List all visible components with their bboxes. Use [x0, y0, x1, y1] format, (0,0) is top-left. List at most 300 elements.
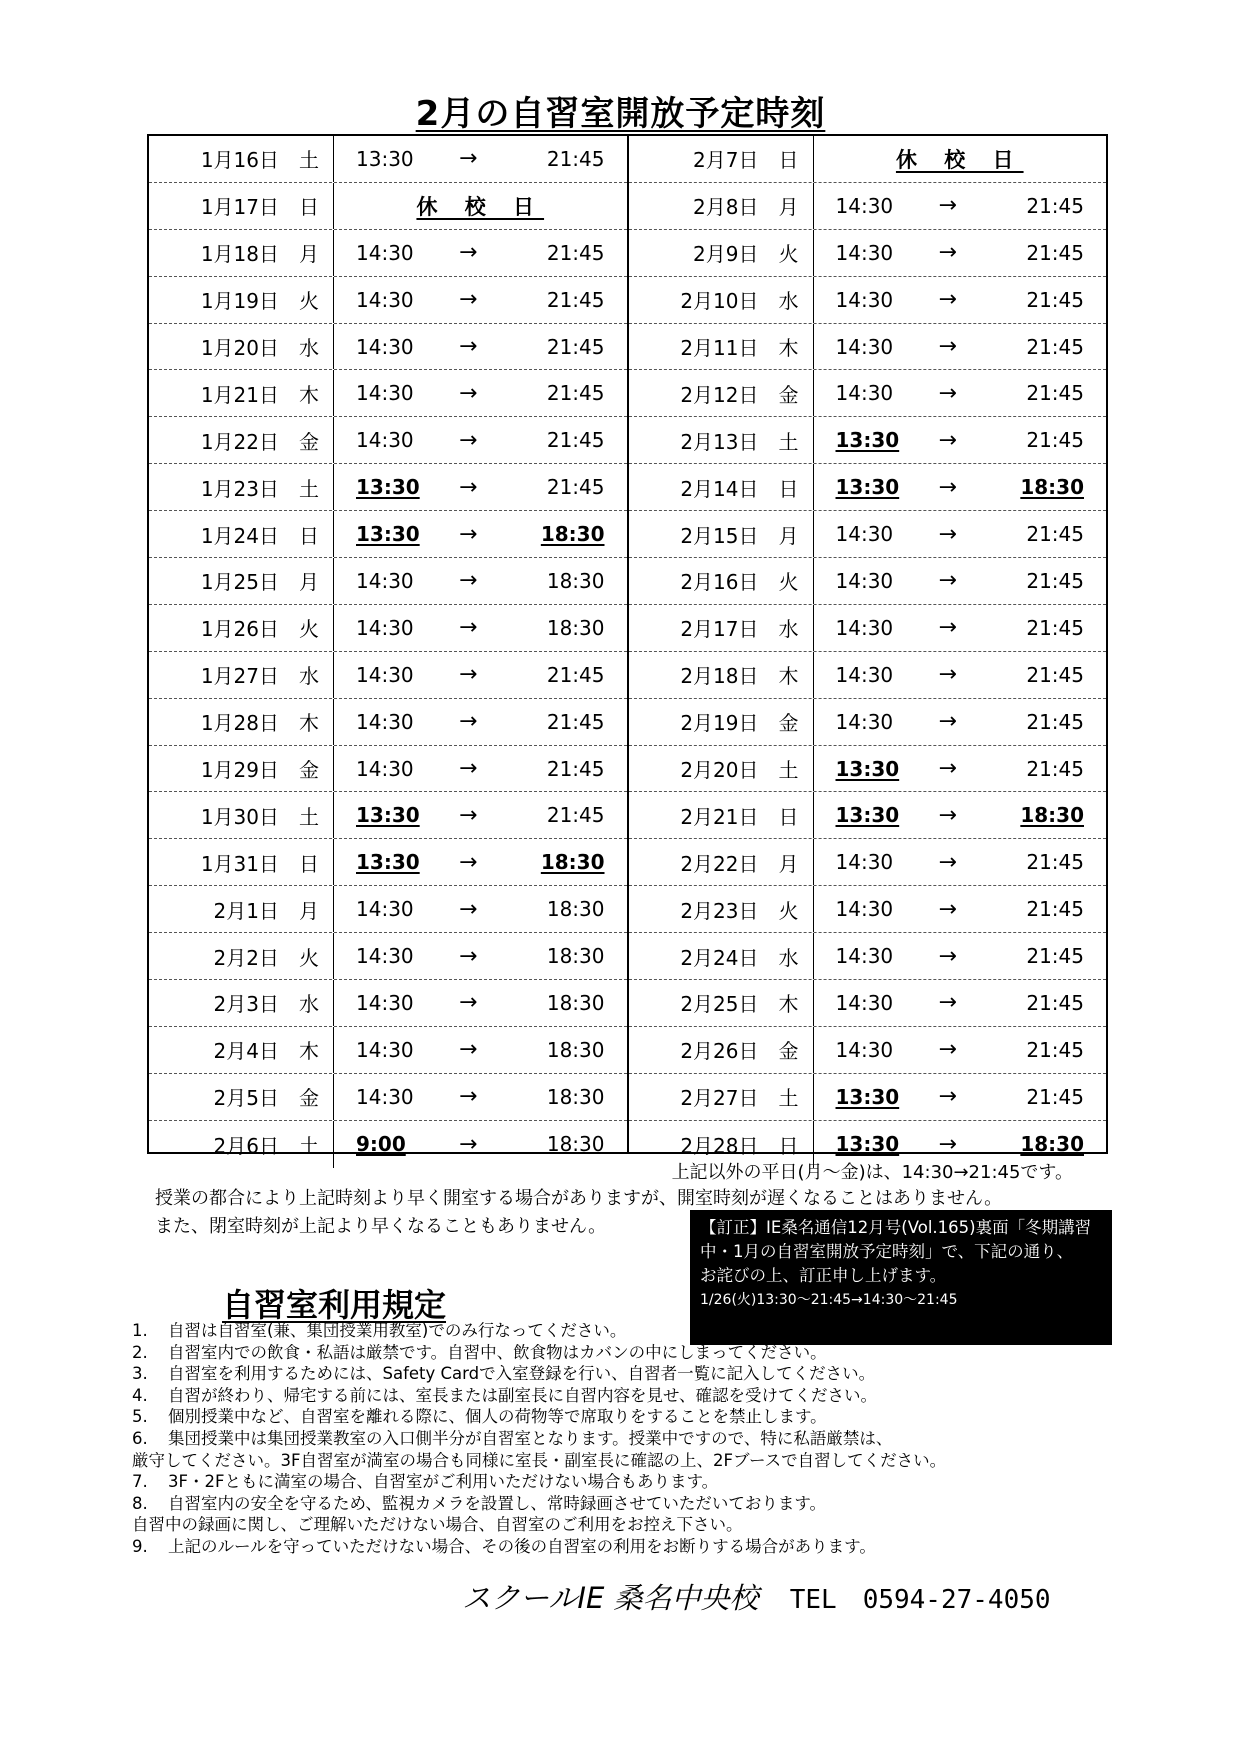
- arrow-icon: →: [938, 990, 957, 1016]
- rule-number: 2.: [132, 1342, 148, 1362]
- arrow-icon: →: [459, 1084, 478, 1110]
- arrow-icon: →: [938, 1037, 957, 1063]
- arrow-icon: →: [459, 1037, 478, 1063]
- weekday-text: 日: [778, 804, 799, 829]
- open-time: 14:30: [835, 990, 894, 1015]
- weekday-text: 土: [778, 758, 799, 783]
- schedule-row: [149, 933, 627, 980]
- rule-text: 上記のルールを守っていただけない場合、その後の自習室の利用をお断りする場合があります。: [168, 1536, 876, 1556]
- rule-text: 自習室内の安全を守るため、監視カメラを設置し、常時録画させていただいております。: [168, 1493, 827, 1513]
- date-cell: [149, 1027, 334, 1073]
- arrow-icon: →: [459, 990, 478, 1016]
- early-close-note: また、閉室時刻が上記より早くなることもありません。: [155, 1216, 607, 1237]
- open-time: 14:30: [356, 756, 414, 781]
- schedule-row: [149, 1074, 627, 1121]
- date-cell: [629, 558, 814, 604]
- schedule-row: [149, 370, 627, 417]
- weekday-text: 木: [299, 711, 319, 736]
- arrow-icon: →: [938, 1131, 957, 1157]
- arrow-icon: →: [938, 802, 957, 828]
- time-cell: [334, 652, 627, 698]
- date-text: 2月26日: [680, 1039, 759, 1064]
- weekday-text: 月: [778, 851, 799, 876]
- date-cell: [149, 605, 334, 651]
- arrow-icon: →: [459, 615, 478, 641]
- date-cell: [629, 230, 814, 276]
- date-cell: [629, 370, 814, 416]
- open-time: 14:30: [835, 897, 894, 922]
- date-cell: [149, 370, 334, 416]
- open-time: 14:30: [356, 990, 414, 1015]
- rule-number: 4.: [132, 1385, 148, 1405]
- close-time: 18:30: [546, 1132, 605, 1157]
- close-time: 18:30: [546, 897, 605, 922]
- arrow-icon: →: [938, 474, 957, 500]
- date-text: 2月4日: [213, 1039, 279, 1064]
- date-text: 1月26日: [200, 617, 279, 642]
- schedule-row: [629, 464, 1107, 511]
- schedule-row: [629, 230, 1107, 277]
- date-text: 1月16日: [200, 148, 279, 173]
- time-cell: [334, 792, 627, 838]
- schedule-row: [629, 980, 1107, 1027]
- date-text: 2月25日: [680, 992, 759, 1017]
- time-cell: [334, 1074, 627, 1120]
- date-text: 1月29日: [200, 758, 279, 783]
- time-cell: [814, 652, 1107, 698]
- schedule-row: [149, 136, 627, 183]
- time-cell: [334, 558, 627, 604]
- date-text: 2月11日: [680, 336, 759, 360]
- weekday-text: 日: [299, 851, 319, 876]
- rule-number: 6.: [132, 1428, 148, 1448]
- schedule-column-right: [629, 136, 1107, 1158]
- rule-item: [132, 1385, 946, 1407]
- rule-continuation: 自習中の録画に関し、ご理解いただけない場合、自習室のご利用をお控え下さい。: [132, 1515, 743, 1535]
- arrow-icon: →: [459, 427, 478, 453]
- schedule-row: [629, 558, 1107, 605]
- date-cell: [629, 136, 814, 182]
- date-cell: [149, 980, 334, 1026]
- arrow-icon: →: [938, 662, 957, 688]
- weekday-text: 日: [299, 195, 319, 220]
- open-time: 14:30: [835, 662, 894, 687]
- schedule-row: [629, 511, 1107, 558]
- time-cell: [814, 230, 1107, 276]
- closed-label: 休 校 日: [416, 194, 545, 219]
- close-time: 21:45: [546, 709, 605, 734]
- rule-text: 自習が終わり、帰宅する前には、室長または副室長に自習内容を見せ、確認を受けてください。: [168, 1385, 878, 1405]
- schedule-row: [629, 1027, 1107, 1074]
- date-text: 2月3日: [213, 992, 279, 1017]
- weekday-text: 土: [299, 476, 319, 501]
- arrow-icon: →: [938, 943, 957, 969]
- time-cell: [814, 511, 1107, 557]
- open-time: 9:00: [356, 1132, 406, 1157]
- date-cell: [629, 1027, 814, 1073]
- close-time: 21:45: [1026, 756, 1084, 781]
- close-time: 21:45: [1026, 615, 1084, 640]
- weekday-text: 月: [299, 242, 319, 267]
- schedule-column-left: [149, 136, 629, 1158]
- close-time: 21:45: [1026, 334, 1084, 359]
- weekday-text: 水: [299, 336, 319, 360]
- arrow-icon: →: [459, 1131, 478, 1157]
- time-cell: [334, 933, 627, 979]
- open-time: 14:30: [835, 850, 894, 875]
- schedule-row: [149, 464, 627, 511]
- time-cell: [334, 511, 627, 557]
- date-text: 1月20日: [200, 336, 279, 360]
- date-text: 2月23日: [680, 898, 759, 923]
- time-cell: [814, 464, 1107, 510]
- weekday-text: 金: [778, 1039, 799, 1064]
- date-cell: [629, 886, 814, 932]
- open-time: 14:30: [835, 615, 894, 640]
- schedule-row: [629, 605, 1107, 652]
- date-cell: [629, 464, 814, 510]
- date-cell: [149, 792, 334, 838]
- weekday-text: 水: [778, 289, 799, 314]
- open-time: 14:30: [356, 615, 414, 640]
- weekday-text: 月: [778, 523, 799, 548]
- close-time: 18:30: [546, 944, 605, 969]
- weekday-text: 土: [778, 1086, 799, 1111]
- schedule-row: [629, 324, 1107, 371]
- close-time: 21:45: [1026, 193, 1084, 218]
- arrow-icon: →: [938, 756, 957, 782]
- date-text: 2月7日: [693, 148, 759, 173]
- arrow-icon: →: [459, 756, 478, 782]
- time-cell: [334, 1121, 627, 1168]
- schedule-row: [149, 792, 627, 839]
- time-cell: [334, 417, 627, 463]
- date-text: 1月22日: [200, 429, 279, 454]
- time-cell: [814, 792, 1107, 838]
- weekday-text: 金: [299, 758, 319, 783]
- rule-number: 7.: [132, 1472, 148, 1492]
- weekday-text: 水: [299, 992, 319, 1017]
- date-text: 1月31日: [200, 851, 279, 876]
- date-cell: [629, 277, 814, 323]
- date-cell: [149, 933, 334, 979]
- date-text: 2月27日: [680, 1086, 759, 1111]
- arrow-icon: →: [459, 380, 478, 406]
- schedule-row: [149, 558, 627, 605]
- correction-line: 中・1月の自習室開放予定時刻」で、下記の通り、: [700, 1242, 1074, 1261]
- open-time: 13:30: [835, 1132, 900, 1157]
- date-cell: [629, 1074, 814, 1120]
- schedule-row: [149, 652, 627, 699]
- date-text: 2月16日: [680, 570, 759, 595]
- time-cell: [814, 1074, 1107, 1120]
- open-time: 13:30: [356, 803, 420, 828]
- time-cell: [334, 839, 627, 885]
- correction-line: 1/26(火)13:30～21:45→14:30～21:45: [700, 1292, 958, 1308]
- open-time: 13:30: [835, 756, 900, 781]
- close-time: 18:30: [540, 522, 605, 547]
- rule-number: 1.: [132, 1321, 148, 1340]
- date-cell: [629, 183, 814, 229]
- arrow-icon: →: [459, 802, 478, 828]
- date-cell: [149, 839, 334, 885]
- date-text: 1月27日: [200, 664, 279, 689]
- time-cell: [334, 324, 627, 370]
- date-text: 1月24日: [200, 523, 279, 548]
- open-time: 13:30: [835, 1084, 900, 1109]
- open-time: 14:30: [835, 568, 894, 593]
- date-text: 2月15日: [680, 523, 759, 548]
- page-title: 2月の自習室開放予定時刻: [415, 94, 826, 134]
- weekday-text: 水: [299, 664, 319, 689]
- date-text: 2月5日: [213, 1086, 279, 1111]
- close-time: 18:30: [546, 615, 605, 640]
- close-time: 18:30: [540, 850, 605, 875]
- time-cell: [334, 746, 627, 792]
- rule-number: 8.: [132, 1493, 148, 1513]
- weekday-text: 火: [778, 570, 799, 595]
- open-time: 13:30: [835, 428, 900, 453]
- weekday-text: 土: [299, 1133, 319, 1158]
- time-cell: [814, 277, 1107, 323]
- rule-item: [132, 1536, 946, 1558]
- weekday-text: 土: [299, 804, 319, 829]
- schedule-row: [149, 886, 627, 933]
- date-text: 2月19日: [680, 711, 759, 736]
- correction-line: 【訂正】IE桑名通信12月号(Vol.165)裏面「冬期講習: [700, 1218, 1092, 1237]
- schedule-row: [149, 839, 627, 886]
- date-cell: [629, 933, 814, 979]
- date-cell: [629, 980, 814, 1026]
- arrow-icon: →: [938, 896, 957, 922]
- time-cell: [334, 605, 627, 651]
- date-cell: [149, 886, 334, 932]
- date-text: 2月28日: [680, 1133, 759, 1158]
- time-cell: [814, 370, 1107, 416]
- weekday-text: 土: [778, 429, 799, 454]
- weekday-text: 月: [299, 898, 319, 923]
- open-time: 14:30: [835, 193, 894, 218]
- open-time: 14:30: [835, 1037, 894, 1062]
- open-time: 14:30: [356, 709, 414, 734]
- schedule-row: [149, 980, 627, 1027]
- rule-item: [132, 1428, 946, 1450]
- close-time: 21:45: [1026, 1037, 1084, 1062]
- open-time: 14:30: [835, 522, 894, 547]
- weekday-text: 木: [299, 1039, 319, 1064]
- early-open-note: 授業の都合により上記時刻より早く開室する場合がありますが、開室時刻が遅くなることはありません。: [155, 1188, 1003, 1209]
- date-text: 1月30日: [200, 804, 279, 829]
- date-text: 2月8日: [693, 195, 759, 220]
- time-cell: [814, 558, 1107, 604]
- arrow-icon: →: [938, 709, 957, 735]
- arrow-icon: →: [459, 662, 478, 688]
- weekday-text: 金: [299, 429, 319, 454]
- close-time: 21:45: [1026, 522, 1084, 547]
- date-text: 2月21日: [680, 804, 759, 829]
- schedule-row: [629, 136, 1107, 183]
- close-time: 21:45: [1026, 568, 1084, 593]
- rule-text: 3F・2Fともに満室の場合、自習室がご利用いただけない場合もあります。: [168, 1472, 719, 1492]
- date-cell: [149, 558, 334, 604]
- date-cell: [629, 652, 814, 698]
- close-time: 21:45: [1026, 1084, 1084, 1109]
- rule-text: 自習室内での飲食・私語は厳禁です。自習中、飲食物はカバンの中にしまってください。: [168, 1342, 827, 1362]
- closed-label: 休 校 日: [895, 147, 1024, 172]
- schedule-row: [629, 933, 1107, 980]
- close-time: 21:45: [1026, 897, 1084, 922]
- open-time: 13:30: [356, 146, 414, 171]
- time-cell: [814, 699, 1107, 745]
- time-cell: [334, 886, 627, 932]
- date-cell: [629, 699, 814, 745]
- date-text: 2月9日: [693, 242, 759, 267]
- schedule-row: [629, 652, 1107, 699]
- time-cell: [814, 839, 1107, 885]
- open-time: 13:30: [356, 475, 420, 500]
- time-cell: [814, 746, 1107, 792]
- close-time: 18:30: [1020, 475, 1084, 500]
- arrow-icon: →: [459, 334, 478, 359]
- close-time: 21:45: [546, 475, 605, 500]
- arrow-icon: →: [938, 334, 957, 359]
- schedule-row: [629, 699, 1107, 746]
- weekday-text: 日: [778, 148, 799, 173]
- close-time: 21:45: [546, 240, 605, 265]
- close-time: 21:45: [1026, 662, 1084, 687]
- weekday-text: 火: [299, 617, 319, 642]
- open-time: 14:30: [356, 428, 414, 453]
- weekday-text: 火: [299, 289, 319, 314]
- weekday-text: 水: [778, 945, 799, 970]
- open-time: 14:30: [356, 568, 414, 593]
- close-time: 18:30: [546, 990, 605, 1015]
- rule-item: [132, 1406, 946, 1428]
- close-time: 18:30: [546, 568, 605, 593]
- open-time: 14:30: [356, 287, 414, 312]
- rules-title: 自習室利用規定: [222, 1286, 447, 1324]
- weekday-text: 金: [778, 382, 799, 407]
- rule-text: 自習室を利用するためには、Safety Cardで入室登録を行い、自習者一覧に記入してください。: [168, 1364, 876, 1384]
- weekday-text: 火: [299, 945, 319, 970]
- close-time: 21:45: [546, 334, 605, 359]
- arrow-icon: →: [459, 896, 478, 922]
- schedule-table: [147, 134, 1108, 1158]
- open-time: 14:30: [835, 944, 894, 969]
- schedule-row: [629, 370, 1107, 417]
- weekday-text: 日: [778, 476, 799, 501]
- rule-item: [132, 1493, 946, 1515]
- date-cell: [149, 699, 334, 745]
- arrow-icon: →: [459, 849, 478, 875]
- schedule-row: [629, 792, 1107, 839]
- weekday-text: 木: [778, 992, 799, 1017]
- date-cell: [149, 183, 334, 229]
- time-cell: [334, 277, 627, 323]
- weekday-text: 日: [299, 523, 319, 548]
- date-cell: [149, 230, 334, 276]
- time-cell: [814, 933, 1107, 979]
- close-time: 21:45: [1026, 850, 1084, 875]
- weekday-text: 木: [778, 664, 799, 689]
- rule-item: [132, 1320, 946, 1342]
- time-cell: [334, 136, 627, 182]
- date-cell: [149, 324, 334, 370]
- rule-number: 3.: [132, 1364, 148, 1384]
- open-time: 14:30: [835, 287, 894, 312]
- date-text: 1月18日: [200, 242, 279, 267]
- open-time: 14:30: [356, 381, 414, 406]
- schedule-row: [629, 1074, 1107, 1121]
- date-text: 2月18日: [680, 664, 759, 689]
- close-time: 21:45: [1026, 428, 1084, 453]
- schedule-row: [149, 511, 627, 558]
- open-time: 14:30: [356, 1084, 414, 1109]
- arrow-icon: →: [938, 615, 957, 641]
- date-text: 1月23日: [200, 476, 279, 501]
- time-cell: [814, 605, 1107, 651]
- arrow-icon: →: [938, 568, 957, 594]
- rule-item: [132, 1471, 946, 1493]
- time-cell: [814, 1027, 1107, 1073]
- weekday-text: 木: [778, 336, 799, 360]
- open-time: 14:30: [835, 381, 894, 406]
- date-text: 1月21日: [200, 382, 279, 407]
- close-time: 21:45: [546, 756, 605, 781]
- arrow-icon: →: [459, 709, 478, 735]
- schedule-row: [629, 277, 1107, 324]
- close-time: 21:45: [1026, 944, 1084, 969]
- weekday-text: 金: [778, 711, 799, 736]
- open-time: 14:30: [356, 897, 414, 922]
- schedule-row: [149, 1027, 627, 1074]
- weekday-text: 日: [778, 1133, 799, 1158]
- schedule-row: [149, 746, 627, 793]
- time-cell: [334, 699, 627, 745]
- time-cell: [814, 324, 1107, 370]
- rule-text: 自習は自習室(兼、集団授業用教室)でのみ行なってください。: [168, 1321, 627, 1340]
- rule-item: [132, 1363, 946, 1385]
- arrow-icon: →: [938, 427, 957, 453]
- close-time: 18:30: [546, 1037, 605, 1062]
- arrow-icon: →: [459, 521, 478, 547]
- open-time: 14:30: [835, 240, 894, 265]
- close-time: 21:45: [546, 381, 605, 406]
- date-text: 2月20日: [680, 758, 759, 783]
- arrow-icon: →: [459, 568, 478, 594]
- schedule-row: [149, 1121, 627, 1168]
- date-cell: [149, 277, 334, 323]
- close-time: 21:45: [546, 146, 605, 171]
- rule-text: 集団授業中は集団授業教室の入口側半分が自習室となります。授業中ですので、特に私語厳禁は、: [168, 1428, 893, 1448]
- weekday-note: 上記以外の平日(月～金)は、14:30→21:45です。: [671, 1162, 1073, 1183]
- schedule-row: [149, 183, 627, 230]
- date-cell: [149, 1121, 334, 1168]
- close-time: 21:45: [546, 662, 605, 687]
- footer: [462, 1576, 1051, 1617]
- open-time: 13:30: [835, 475, 900, 500]
- date-cell: [149, 417, 334, 463]
- correction-line: お詫びの上、訂正申し上げます。: [700, 1266, 947, 1285]
- arrow-icon: →: [938, 849, 957, 875]
- date-text: 2月12日: [680, 382, 759, 407]
- date-cell: [149, 511, 334, 557]
- arrow-icon: →: [459, 287, 478, 313]
- date-cell: [629, 839, 814, 885]
- close-time: 21:45: [1026, 381, 1084, 406]
- arrow-icon: →: [938, 287, 957, 313]
- open-time: 14:30: [356, 240, 414, 265]
